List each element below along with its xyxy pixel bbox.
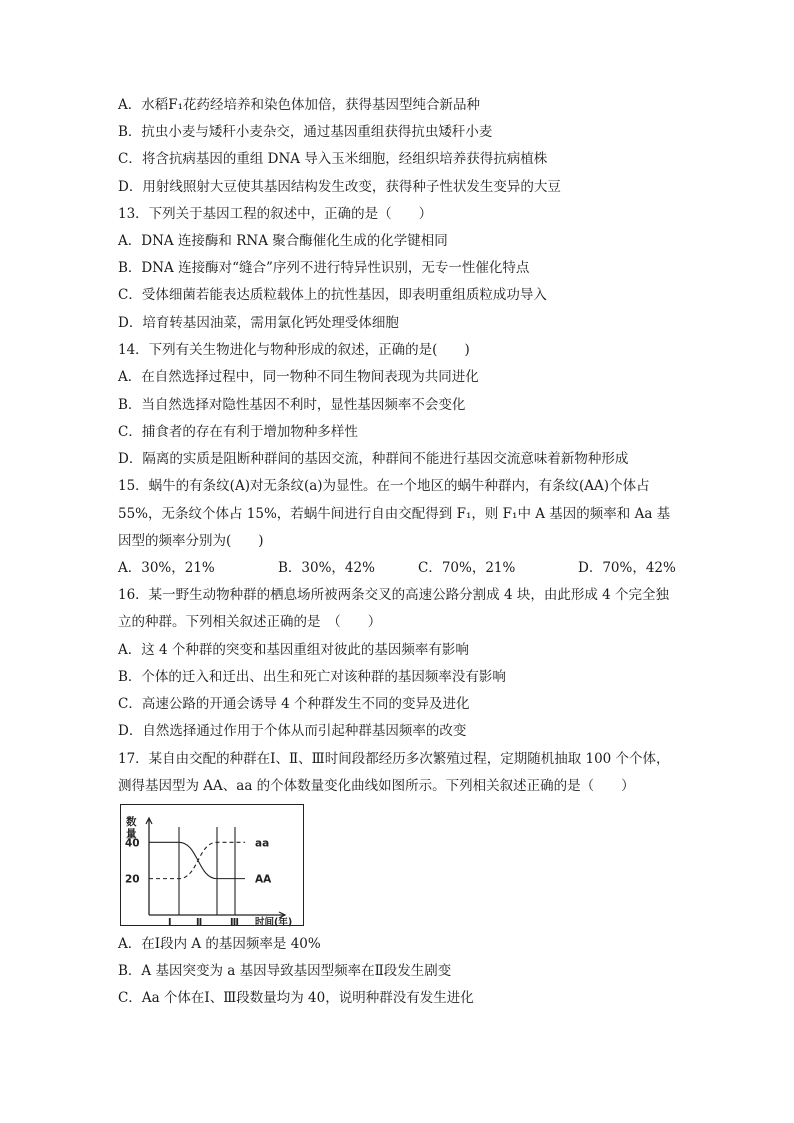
q16-option-c: C．高速公路的开通会诱导 4 个种群发生不同的变异及进化 (118, 696, 470, 712)
series-label-aa: AA (255, 873, 272, 886)
chart-svg (121, 805, 305, 927)
q16-stem-line1: 16．某一野生动物种群的栖息场所被两条交叉的高速公路分割成 4 块，由此形成 4 个完全独 (118, 587, 670, 603)
y-tick-label: 20 (125, 873, 140, 886)
q16-option-d: D．自然选择通过作用于个体从而引起种群基因频率的改变 (118, 723, 467, 739)
q16-option-a: A．这 4 个种群的突变和基因重组对彼此的基因频率有影响 (118, 642, 469, 658)
y-label-top: 数 (126, 816, 137, 828)
period-label: Ⅱ (196, 917, 203, 927)
q17-option-b: B．A 基因突变为 a 基因导致基因型频率在Ⅱ段发生剧变 (118, 963, 452, 979)
q16-stem-line2: 立的种群。下列相关叙述正确的是 （ ） (118, 614, 382, 630)
q17-stem-line1: 17．某自由交配的种群在Ⅰ、Ⅱ、Ⅲ时间段都经历多次繁殖过程，定期随机抽取 100 个个体， (118, 751, 670, 767)
series-label-aa: aa (255, 837, 270, 850)
q15-option-c: C．70%，21% (418, 560, 516, 576)
q13-option-c: C．受体细菌若能表达质粒载体上的抗性基因，即表明重组质粒成功导入 (118, 287, 547, 303)
q15-option-d: D．70%，42% (578, 560, 676, 576)
q14-stem: 14．下列有关生物进化与物种形成的叙述，正确的是( ) (118, 342, 470, 358)
q13-option-b: B．DNA 连接酶对“缝合”序列不进行特异性识别，无专一性催化特点 (118, 260, 530, 276)
q14-option-b: B．当自然选择对隐性基因不利时，显性基因频率不会变化 (118, 397, 466, 413)
series-line-aa (149, 842, 245, 878)
q14-option-d: D．隔离的实质是阻断种群间的基因交流，种群间不能进行基因交流意味着新物种形成 (118, 451, 629, 467)
series-line-aa (149, 842, 245, 878)
q13-option-a: A．DNA 连接酶和 RNA 聚合酶催化生成的化学键相同 (118, 233, 448, 249)
q15-stem-line2: 55%，无条纹个体占 15%，若蜗牛间进行自由交配得到 F₁，则 F₁中 A 基因的频率和 Aa 基 (118, 506, 671, 522)
q15-option-a: A．30%，21% (118, 560, 215, 576)
q14-option-a: A．在自然选择过程中，同一物种不同生物间表现为共同进化 (118, 369, 479, 385)
q15-option-b: B．30%，42% (278, 560, 375, 576)
period-label: Ⅲ (230, 917, 239, 927)
q13-option-d: D．培育转基因油菜，需用氯化钙处理受体细胞 (118, 315, 399, 331)
period-label: Ⅰ (168, 917, 172, 927)
x-axis-label: 时间(年) (255, 917, 293, 927)
q12-option-d: D．用射线照射大豆使其基因结构发生改变，获得种子性状发生变异的大豆 (118, 179, 561, 195)
y-tick-label: 40 (125, 837, 140, 850)
q15-stem-line1: 15．蜗牛的有条纹(A)对无条纹(a)为显性。在一个地区的蜗牛种群内，有条纹(AA)个体占 (118, 478, 650, 494)
q17-option-a: A．在Ⅰ段内 A 的基因频率是 40% (118, 936, 321, 952)
q17-stem-line2: 测得基因型为 AA、aa 的个体数量变化曲线如图所示。下列相关叙述正确的是（ ） (118, 778, 635, 794)
q12-option-a: A．水稻F₁花药经培养和染色体加倍，获得基因型纯合新品种 (118, 97, 481, 113)
q12-option-c: C．将含抗病基因的重组 DNA 导入玉米细胞，经组织培养获得抗病植株 (118, 151, 548, 167)
y-label-bottom: 量 (126, 828, 137, 840)
genotype-count-chart (120, 804, 304, 926)
q12-option-b: B．抗虫小麦与矮秆小麦杂交，通过基因重组获得抗虫矮秆小麦 (118, 124, 493, 140)
q15-stem-line3: 因型的频率分别为( ) (118, 533, 264, 549)
q13-stem: 13．下列关于基因工程的叙述中，正确的是（ ） (118, 206, 433, 222)
q17-option-c: C．Aa 个体在Ⅰ、Ⅲ段数量均为 40，说明种群没有发生进化 (118, 990, 474, 1006)
q16-option-b: B．个体的迁入和迁出、出生和死亡对该种群的基因频率没有影响 (118, 669, 506, 685)
q14-option-c: C．捕食者的存在有利于增加物种多样性 (118, 424, 358, 440)
